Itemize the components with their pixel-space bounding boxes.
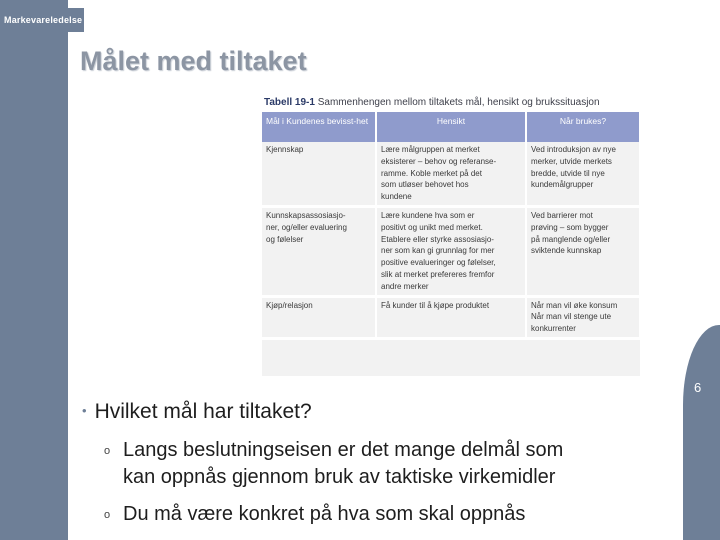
table-cell-line: kundemålgrupper: [531, 180, 594, 190]
table-cell-line: på manglende og/eller: [531, 234, 611, 244]
table-cell-line: Lære målgruppen at merket: [381, 145, 480, 154]
sub-bullet-text: [123, 437, 683, 491]
page-number: 6: [694, 380, 702, 395]
table-row: [262, 142, 640, 206]
table-cell-line: konkurrenter: [531, 324, 576, 334]
left-decorative-band: [0, 0, 68, 540]
table-cell-line: Kjennskap: [266, 145, 304, 154]
sub-bullet-line: Langs beslutningseisen er det mange delmål som: [123, 439, 564, 461]
table-header-row: [262, 112, 640, 142]
table-cell-line: positivt og unikt med merket.: [381, 222, 483, 232]
table-caption-label: Tabell 19-1: [264, 97, 315, 108]
goal-table: [262, 112, 640, 340]
circle-bullet-icon: o: [104, 509, 111, 521]
table-cell: [262, 296, 376, 338]
table-header-when: Når brukes?: [526, 112, 640, 142]
table-cell-line: ner som kan gi grunnlag for mer: [381, 246, 495, 256]
table-cell-line: andre merker: [381, 281, 429, 291]
table-cell-line: ner, og/eller evaluering: [266, 222, 347, 232]
slide-title: Målet med tiltaket: [80, 46, 307, 76]
table-cell-line: ramme. Koble merket på det: [381, 168, 482, 178]
table-cell-line: som utløser behovet hos: [381, 180, 469, 190]
table-row: [262, 206, 640, 296]
table-cell-line: merker, utvide merkets: [531, 156, 612, 166]
sub-bullet-line: Du må være konkret på hva som skal oppnås: [123, 503, 526, 525]
table-cell: [376, 142, 526, 206]
table-cell: [526, 296, 640, 338]
table-cell-line: Få kunder til å kjøpe produktet: [381, 300, 490, 310]
table-cell-line: kundene: [381, 192, 412, 202]
table-cell-line: sviktende kunnskap: [531, 246, 602, 256]
table-caption-text: Sammenhengen mellom tiltakets mål, hensikt og brukssituasjon: [317, 97, 600, 108]
table-cell-line: bredde, utvide til nye: [531, 168, 605, 178]
table-cell-line: og følelser: [266, 234, 304, 244]
table-cell: [262, 206, 376, 296]
main-bullet: [82, 400, 312, 424]
table-cell-line: Når man vil øke konsum: [531, 300, 618, 310]
table-cell-line: Lære kundene hva som er: [381, 210, 475, 220]
table-image: [262, 94, 640, 376]
table-cell-line: eksisterer – behov og referanse-: [381, 156, 497, 166]
table-cell-line: positive evalueringer og følelser,: [381, 258, 496, 268]
main-bullet-text: Hvilket mål har tiltaket?: [94, 400, 312, 423]
table-cell-line: Når man vil stenge ute: [531, 312, 612, 322]
sub-bullet-text: [123, 501, 683, 528]
table-cell-line: Kunnskapsassosiasjo-: [266, 210, 346, 220]
table-cell-line: prøving – som bygger: [531, 222, 609, 232]
sub-bullet-line: kan oppnås gjennom bruk av taktiske virkemidler: [123, 466, 556, 488]
table-caption: [262, 94, 640, 112]
table-cell-line: slik at merket prefereres fremfor: [381, 269, 495, 279]
table-header-purpose: Hensikt: [376, 112, 526, 142]
table-header-goal: Mål i Kundenes bevisst-het: [262, 112, 376, 142]
table-cell: [376, 296, 526, 338]
table-row: [262, 296, 640, 338]
table-cell: [526, 142, 640, 206]
right-decorative-tab: [683, 325, 720, 540]
table-cell-line: Kjøp/relasjon: [266, 300, 313, 310]
logo: Markevareledelse: [0, 8, 84, 32]
bullet-dot-icon: •: [82, 403, 87, 418]
circle-bullet-icon: o: [104, 445, 111, 457]
table-cell-line: Ved barrierer mot: [531, 210, 593, 220]
table-cell: [262, 142, 376, 206]
table-cell-line: Etablere eller styrke assosiasjo-: [381, 234, 494, 244]
table-cell-line: Ved introduksjon av nye: [531, 145, 616, 154]
table-cell: [526, 206, 640, 296]
table-cell: [376, 206, 526, 296]
